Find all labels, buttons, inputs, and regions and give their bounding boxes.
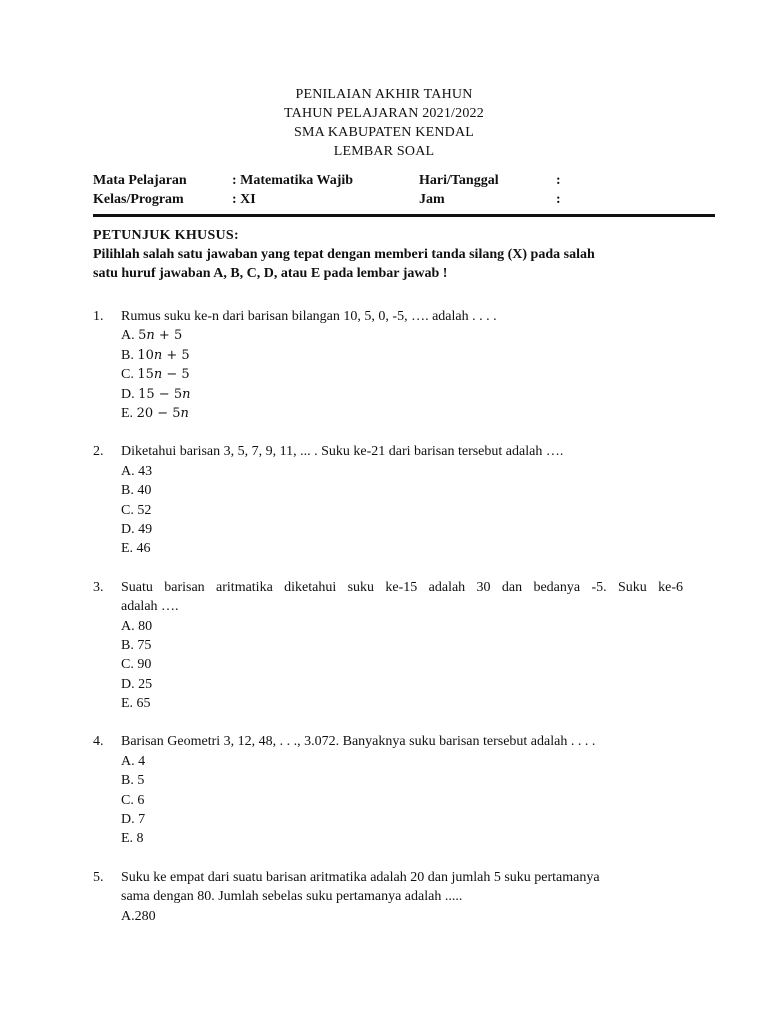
answer-options	[121, 907, 683, 926]
day-value: :	[556, 173, 561, 188]
option-a: A. 43	[121, 463, 153, 479]
answer-options	[121, 462, 683, 559]
option-b: B. 5	[121, 773, 145, 789]
question-number: 1.	[93, 309, 104, 324]
option-d: D. 25	[121, 676, 153, 692]
instructions-title: PETUNJUK KHUSUS:	[93, 228, 239, 243]
exam-title: PENILAIAN AKHIR TAHUN	[295, 87, 473, 102]
instructions	[93, 226, 713, 283]
answer-options	[121, 326, 683, 423]
school-name: SMA KABUPATEN KENDAL	[293, 125, 475, 140]
exam-info	[93, 171, 713, 209]
option-d: D. 49	[121, 521, 153, 537]
option-letter: C.	[121, 367, 134, 383]
option-a: A. 4	[121, 753, 146, 769]
instructions-line-1: Pilihlah salah satu jawaban yang tepat dengan memberi tanda silang (X) pada salah	[93, 247, 595, 262]
option-formula: 10n + 5	[137, 347, 190, 363]
option-letter: A.	[121, 328, 135, 344]
document-header	[0, 85, 768, 161]
question-number: 5.	[93, 869, 104, 885]
option-d: D. 7	[121, 812, 146, 828]
option-d	[121, 385, 683, 404]
option-e: E. 8	[121, 831, 144, 847]
subject-value: : Matematika Wajib	[232, 173, 354, 188]
question-text: Diketahui barisan 3, 5, 7, 9, 11, ... . Suku ke-21 dari barisan tersebut adalah ….	[121, 444, 564, 460]
question-2	[93, 442, 683, 558]
question-1	[93, 307, 683, 423]
option-formula: 5n + 5	[138, 328, 183, 344]
instructions-line-2: satu huruf jawaban A, B, C, D, atau E pada lembar jawab !	[93, 266, 448, 281]
option-a: A. 80	[121, 618, 153, 634]
info-row-class	[93, 190, 713, 209]
question-text-line-1: Suatu barisan aritmatika diketahui suku ke-15 adalah 30 dan bedanya -5. Suku ke-6	[121, 579, 683, 595]
answer-options	[121, 617, 683, 714]
question-number: 3.	[93, 579, 104, 595]
question-number: 2.	[93, 444, 104, 460]
academic-year: TAHUN PELAJARAN 2021/2022	[284, 106, 484, 121]
option-formula: 15 − 5n	[138, 386, 191, 402]
option-e: E. 46	[121, 541, 151, 557]
header-divider	[93, 214, 715, 217]
question-text: Rumus suku ke-n dari barisan bilangan 10, 5, 0, -5, …. adalah . . . .	[121, 309, 497, 324]
question-text-line-2: adalah ….	[121, 599, 179, 615]
answer-options	[121, 752, 683, 849]
option-b	[121, 346, 683, 365]
option-e	[121, 404, 683, 423]
sheet-title: LEMBAR SOAL	[333, 144, 435, 159]
option-b: B. 40	[121, 483, 152, 499]
question-4	[93, 732, 683, 848]
option-a: A.280	[121, 908, 156, 924]
option-c: C. 90	[121, 657, 152, 673]
option-letter: B.	[121, 347, 134, 363]
option-letter: E.	[121, 405, 134, 421]
option-formula: 20 − 5n	[136, 405, 189, 421]
option-a	[121, 326, 683, 345]
day-label: Hari/Tanggal	[419, 173, 499, 188]
time-label: Jam	[419, 192, 445, 207]
question-number: 4.	[93, 734, 104, 750]
option-letter: D.	[121, 386, 135, 402]
option-c: C. 6	[121, 792, 145, 808]
question-text-line-1: Suku ke empat dari suatu barisan aritmatika adalah 20 dan jumlah 5 suku pertamanya	[121, 869, 600, 885]
question-list	[93, 307, 683, 926]
question-text: Barisan Geometri 3, 12, 48, . . ., 3.072. Banyaknya suku barisan tersebut adalah . . . .	[121, 734, 596, 750]
subject-label: Mata Pelajaran	[93, 173, 187, 188]
class-value: : XI	[232, 192, 256, 207]
info-row-subject	[93, 171, 713, 190]
option-c	[121, 365, 683, 384]
question-text-line-2: sama dengan 80. Jumlah sebelas suku pertamanya adalah .....	[121, 889, 463, 905]
question-5	[93, 868, 683, 926]
option-c: C. 52	[121, 502, 152, 518]
class-label: Kelas/Program	[93, 192, 184, 207]
option-b: B. 75	[121, 637, 152, 653]
option-formula: 15n − 5	[137, 367, 190, 383]
question-3	[93, 578, 683, 714]
time-value: :	[556, 192, 561, 207]
option-e: E. 65	[121, 696, 151, 712]
